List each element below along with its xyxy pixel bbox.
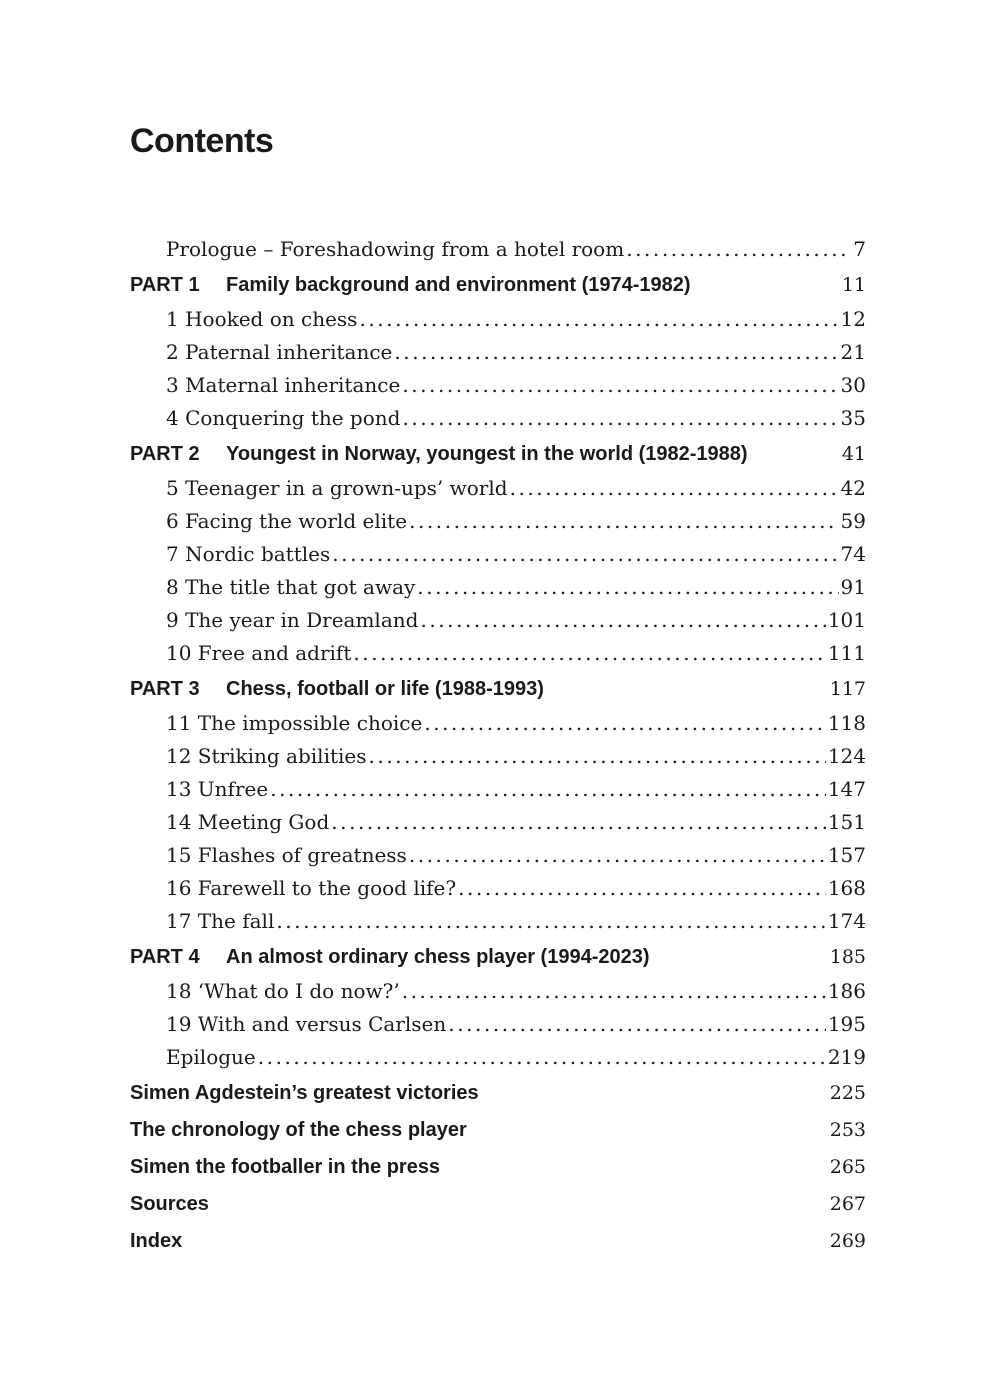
dot-leader — [402, 406, 838, 430]
dot-leader — [409, 843, 826, 867]
dot-leader — [510, 476, 839, 500]
toc-part-3[interactable] — [130, 674, 866, 711]
entry-label: 14 Meeting God — [166, 810, 330, 834]
entry-page: 265 — [829, 1156, 866, 1178]
entry-page: 42 — [840, 476, 866, 500]
entry-page: 59 — [840, 509, 866, 533]
part-page: 41 — [841, 443, 866, 465]
dot-leader — [353, 641, 825, 665]
entry-label: 19 With and versus Carlsen — [166, 1012, 447, 1036]
toc-entry[interactable] — [130, 810, 866, 843]
toc-entry[interactable] — [130, 307, 866, 340]
part-title: Chess, football or life (1988-1993) — [226, 678, 544, 700]
dot-leader — [402, 373, 838, 397]
toc-part-4[interactable] — [130, 942, 866, 979]
entry-label: 10 Free and adrift — [166, 641, 352, 665]
part-tag: PART 4 — [130, 946, 200, 968]
dot-leader — [424, 711, 826, 735]
toc-entry[interactable] — [130, 909, 866, 942]
entry-label: 11 The impossible choice — [166, 711, 423, 735]
toc-entry[interactable] — [130, 979, 866, 1012]
toc-entry-epilogue[interactable] — [130, 1045, 866, 1078]
entry-label: Prologue – Foreshadowing from a hotel room — [166, 237, 625, 261]
entry-page: 269 — [829, 1230, 866, 1252]
entry-page: 124 — [827, 744, 866, 768]
toc-entry[interactable] — [130, 777, 866, 810]
part-tag: PART 1 — [130, 274, 200, 296]
toc-entry[interactable] — [130, 340, 866, 373]
page-title: Contents — [130, 122, 274, 160]
toc-entry[interactable] — [130, 1012, 866, 1045]
toc-entry[interactable] — [130, 608, 866, 641]
entry-label: Simen the footballer in the press — [130, 1156, 441, 1178]
entry-page: 101 — [827, 608, 866, 632]
entry-page: 225 — [829, 1082, 866, 1104]
entry-page: 151 — [827, 810, 866, 834]
entry-label: 8 The title that got away — [166, 575, 416, 599]
entry-page: 219 — [827, 1045, 866, 1069]
dot-leader — [417, 575, 838, 599]
entry-label: 1 Hooked on chess — [166, 307, 358, 331]
entry-label: 7 Nordic battles — [166, 542, 331, 566]
dot-leader — [402, 979, 826, 1003]
dot-leader — [270, 777, 826, 801]
part-title: Family background and environment (1974-1982) — [226, 274, 691, 296]
entry-page: 118 — [827, 711, 866, 735]
entry-label: 12 Striking abilities — [166, 744, 367, 768]
toc-back-matter-entry[interactable] — [130, 1226, 866, 1263]
toc-back-matter-entry[interactable] — [130, 1152, 866, 1189]
toc-entry[interactable] — [130, 641, 866, 674]
part-tag: PART 2 — [130, 443, 200, 465]
toc-part-2[interactable] — [130, 439, 866, 476]
toc-entry[interactable] — [130, 509, 866, 542]
toc-back-matter-entry[interactable] — [130, 1115, 866, 1152]
dot-leader — [276, 909, 825, 933]
dot-leader — [359, 307, 838, 331]
part-page: 117 — [829, 678, 866, 700]
toc-back-matter-entry[interactable] — [130, 1078, 866, 1115]
entry-page: 35 — [840, 406, 866, 430]
entry-label: 18 ‘What do I do now?’ — [166, 979, 400, 1003]
entry-page: 74 — [840, 542, 866, 566]
dot-leader — [409, 509, 838, 533]
entry-page: 168 — [827, 876, 866, 900]
entry-page: 12 — [840, 307, 866, 331]
dot-leader — [332, 542, 838, 566]
dot-leader — [331, 810, 826, 834]
part-tag: PART 3 — [130, 678, 200, 700]
entry-label: 6 Facing the world elite — [166, 509, 408, 533]
entry-page: 195 — [827, 1012, 866, 1036]
entry-label: 16 Farewell to the good life? — [166, 876, 457, 900]
table-of-contents — [130, 237, 866, 1263]
toc-entry[interactable] — [130, 406, 866, 439]
entry-page: 147 — [827, 777, 866, 801]
entry-page: 267 — [829, 1193, 866, 1215]
entry-page: 174 — [827, 909, 866, 933]
entry-page: 91 — [840, 575, 866, 599]
toc-entry[interactable] — [130, 476, 866, 509]
entry-label: 5 Teenager in a grown-ups’ world — [166, 476, 508, 500]
entry-label: Sources — [130, 1193, 209, 1215]
toc-entry[interactable] — [130, 744, 866, 777]
entry-page: 157 — [827, 843, 866, 867]
dot-leader — [394, 340, 838, 364]
dot-leader — [369, 744, 826, 768]
entry-page: 111 — [827, 641, 866, 665]
toc-entry-prologue[interactable] — [130, 237, 866, 270]
dot-leader — [626, 237, 851, 261]
part-page: 185 — [829, 946, 866, 968]
entry-page: 30 — [840, 373, 866, 397]
toc-part-1[interactable] — [130, 270, 866, 307]
toc-back-matter-entry[interactable] — [130, 1189, 866, 1226]
toc-entry[interactable] — [130, 542, 866, 575]
entry-label: 4 Conquering the pond — [166, 406, 401, 430]
part-page: 11 — [841, 274, 866, 296]
toc-entry[interactable] — [130, 575, 866, 608]
entry-label: Index — [130, 1230, 183, 1252]
entry-page: 21 — [840, 340, 866, 364]
entry-label: 9 The year in Dreamland — [166, 608, 419, 632]
toc-entry[interactable] — [130, 373, 866, 406]
toc-entry[interactable] — [130, 711, 866, 744]
entry-page: 186 — [827, 979, 866, 1003]
entry-page: 253 — [829, 1119, 866, 1141]
part-title: An almost ordinary chess player (1994-2023) — [226, 946, 650, 968]
entry-label: The chronology of the chess player — [130, 1119, 467, 1141]
entry-label: 2 Paternal inheritance — [166, 340, 393, 364]
entry-page: 7 — [853, 237, 866, 261]
dot-leader — [448, 1012, 826, 1036]
toc-entry[interactable] — [130, 876, 866, 909]
entry-label: Simen Agdestein’s greatest victories — [130, 1082, 479, 1104]
entry-label: 3 Maternal inheritance — [166, 373, 401, 397]
entry-label: Epilogue — [166, 1045, 256, 1069]
toc-entry[interactable] — [130, 843, 866, 876]
dot-leader — [420, 608, 825, 632]
dot-leader — [258, 1045, 826, 1069]
entry-label: 15 Flashes of greatness — [166, 843, 407, 867]
dot-leader — [458, 876, 826, 900]
entry-label: 17 The fall — [166, 909, 275, 933]
part-title: Youngest in Norway, youngest in the world (1982-1988) — [226, 443, 748, 465]
entry-label: 13 Unfree — [166, 777, 269, 801]
